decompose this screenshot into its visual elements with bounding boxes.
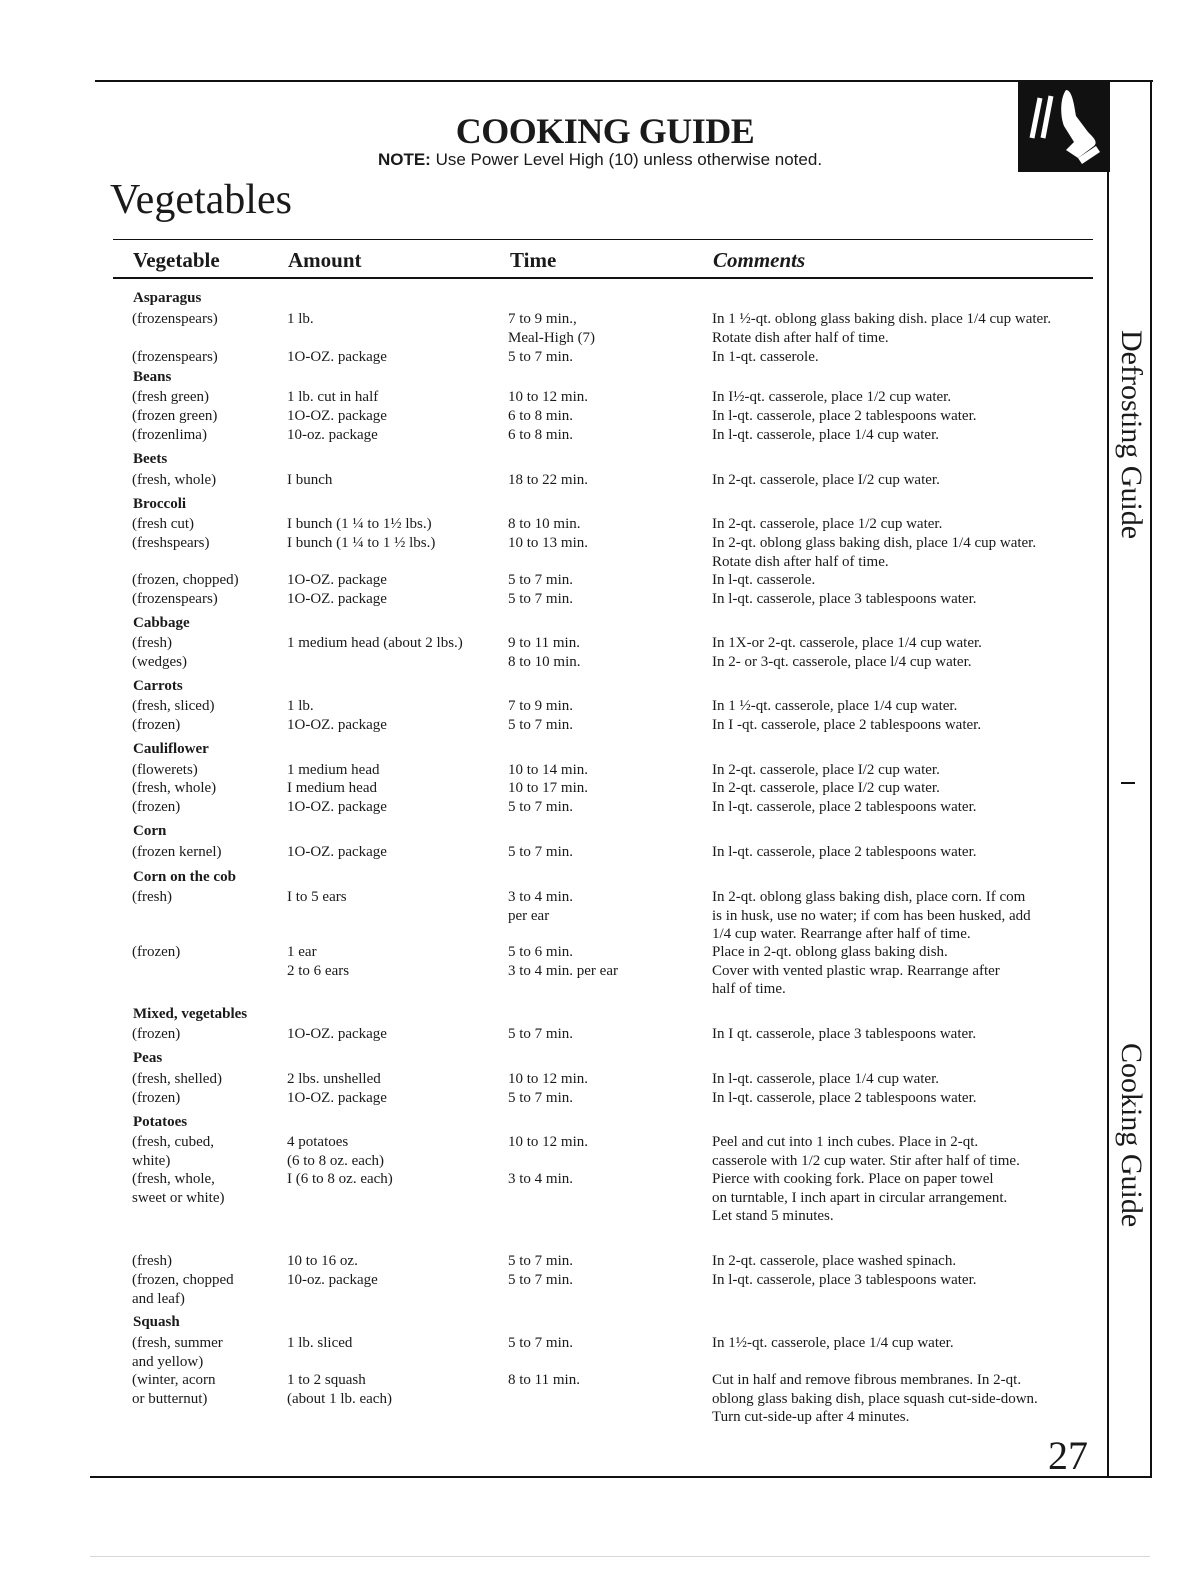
cell-comments: In 2-qt. casserole, place 1/2 cup water. [712,516,943,532]
cell-time: 9 to 11 min. [508,635,580,651]
cell-comments: In I -qt. casserole, place 2 tablespoons water. [712,717,982,733]
cell-vegetable: (frozen kernel) [132,844,222,860]
cell-time: 10 to 12 min. [508,1071,589,1087]
cell-time: 5 to 7 min. [508,591,574,607]
category-heading: Broccoli [133,496,187,512]
cell-amount: I bunch (1 ¼ to 1½ lbs.) [287,516,432,532]
cell-comments: In 1-qt. casserole. [712,349,819,365]
cell-comments: In l-qt. casserole, place 3 tablespoons water. [712,591,977,607]
cell-time: 10 to 17 min. [508,780,589,796]
category-heading: Corn on the cob [133,869,236,885]
tab-defrosting-guide[interactable]: Defrosting Guide [1115,330,1148,540]
cell-vegetable: (fresh, whole) [132,472,217,488]
cell-time: 5 to 7 min. [508,1272,574,1288]
cell-comments: In 2-qt. oblong glass baking dish, place 1/4 cup water. Rotate dish after half of time. [712,535,1037,570]
cell-vegetable: (winter, acorn or butternut) [132,1372,216,1407]
cell-comments: In I qt. casserole, place 3 tablespoons water. [712,1026,977,1042]
cell-amount: 1O-OZ. package [287,844,387,860]
cell-vegetable: (frozen) [132,717,181,733]
cell-time: 7 to 9 min. [508,698,574,714]
cell-vegetable: (frozen green) [132,408,218,424]
microwave-hand-logo-icon [1018,80,1110,172]
tab-separator-dash [1121,782,1135,784]
cell-vegetable: (fresh) [132,1253,172,1269]
cell-comments: In 2-qt. casserole, place I/2 cup water. [712,472,940,488]
cell-time: 10 to 12 min. [508,1134,589,1150]
cell-vegetable: (freshspears) [132,535,210,551]
cell-time: 5 to 7 min. [508,349,574,365]
cell-vegetable: (fresh, cubed, white) [132,1134,215,1169]
cell-time: 8 to 10 min. [508,654,581,670]
cell-vegetable: (frozenlima) [132,427,207,443]
cell-comments: In l-qt. casserole, place 2 tablespoons water. [712,844,977,860]
note-text: Use Power Level High (10) unless otherwise noted. [435,150,823,169]
page-title: COOKING GUIDE [455,111,755,151]
cell-comments: In 1½-qt. casserole, place 1/4 cup water. [712,1335,954,1351]
cell-amount: 10-oz. package [287,427,378,443]
bottom-rule [90,1476,1150,1478]
category-heading: Carrots [133,678,183,694]
cell-time: 5 to 7 min. [508,844,574,860]
cell-amount: I bunch [287,472,333,488]
page-number: 27 [1048,1433,1088,1478]
cell-time: 8 to 10 min. [508,516,581,532]
cell-vegetable: (fresh green) [132,389,210,405]
cell-time: 8 to 11 min. [508,1372,580,1388]
cell-vegetable: (frozenspears) [132,349,218,365]
category-heading: Peas [133,1050,163,1066]
cell-time: 5 to 7 min. [508,572,574,588]
cell-time: 18 to 22 min. [508,472,589,488]
cell-vegetable: (fresh) [132,635,172,651]
cell-comments: In l-qt. casserole, place 2 tablespoons water. [712,1090,977,1106]
cell-amount: 2 lbs. unshelled [287,1071,381,1087]
cell-comments: In l-qt. casserole, place 1/4 cup water. [712,427,939,443]
top-rule [95,80,1153,82]
cell-vegetable: (fresh cut) [132,516,195,532]
cell-amount: I to 5 ears [287,889,347,905]
cell-vegetable: (fresh, summer and yellow) [132,1335,223,1370]
cell-time: 5 to 6 min. 3 to 4 min. per ear [508,944,618,979]
column-header-comments: Comments [713,248,806,272]
cell-amount: 1 medium head (about 2 lbs.) [287,635,463,651]
cell-comments: In l-qt. casserole. [712,572,816,588]
power-level-note [330,150,870,170]
cell-time: 5 to 7 min. [508,717,574,733]
cell-comments: Pierce with cooking fork. Place on paper towel on turntable, I inch apart in circular arrangement. Let stand 5 minutes. [712,1171,1008,1224]
cell-time: 5 to 7 min. [508,1335,574,1351]
cell-time: 3 to 4 min. [508,1171,574,1187]
cell-amount: 1 ear 2 to 6 ears [287,944,350,979]
cell-vegetable: (frozen) [132,944,181,960]
cell-comments: In 1 ½-qt. casserole, place 1/4 cup water. [712,698,958,714]
cell-comments: In 2-qt. oblong glass baking dish, place corn. If com is in husk, use no water; if com has been husked, add 1/4 cup water. Rearrange after half of time. [712,889,1031,942]
cell-comments: In 2-qt. casserole, place washed spinach. [712,1253,957,1269]
cell-amount: 1O-OZ. package [287,717,387,733]
cell-comments: In l-qt. casserole, place 3 tablespoons water. [712,1272,977,1288]
cell-comments: In l-qt. casserole, place 1/4 cup water. [712,1071,939,1087]
cell-time: 6 to 8 min. [508,408,574,424]
section-title: Vegetables [110,177,292,223]
cell-time: 5 to 7 min. [508,1253,574,1269]
cell-amount: I medium head [287,780,377,796]
scan-edge-line [90,1556,1150,1557]
cell-comments: In 1X-or 2-qt. casserole, place 1/4 cup water. [712,635,982,651]
cell-vegetable: (frozen) [132,1026,181,1042]
cell-amount: I bunch (1 ¼ to 1 ½ lbs.) [287,535,436,551]
cell-amount: 1 lb. [287,311,314,327]
cell-amount: 1 to 2 squash (about 1 lb. each) [287,1372,392,1407]
tab-cooking-guide[interactable]: Cooking Guide [1115,1042,1148,1228]
cell-comments: Cut in half and remove fibrous membranes. In 2-qt. oblong glass baking dish, place squash cut-side-down. Turn cut-side-up after 4 minutes. [712,1372,1038,1425]
column-header-vegetable: Vegetable [133,248,220,272]
cell-comments: In I½-qt. casserole, place 1/2 cup water. [712,389,952,405]
cell-vegetable: (frozen) [132,799,181,815]
cell-amount: 1 lb. [287,698,314,714]
category-heading: Beets [133,451,168,467]
table-header-top-rule [113,239,1093,240]
cell-time: 6 to 8 min. [508,427,574,443]
cell-comments: In 1 ½-qt. oblong glass baking dish. place 1/4 cup water. Rotate dish after half of time. [712,311,1052,346]
table-header-bottom-rule [113,277,1093,279]
cell-vegetable: (fresh, whole, sweet or white) [132,1171,225,1206]
cell-time: 7 to 9 min., Meal-High (7) [508,311,596,346]
cell-vegetable: (wedges) [132,654,187,670]
category-heading: Potatoes [133,1114,188,1130]
category-heading: Corn [133,823,167,839]
category-heading: Squash [133,1314,180,1330]
category-heading: Cabbage [133,615,190,631]
cell-amount: 10-oz. package [287,1272,378,1288]
category-heading: Asparagus [133,290,202,306]
cell-time: 10 to 12 min. [508,389,589,405]
cell-amount: 1 lb. cut in half [287,389,379,405]
category-heading: Mixed, vegetables [133,1006,248,1022]
cell-amount: 1O-OZ. package [287,799,387,815]
cell-vegetable: (flowerets) [132,762,198,778]
cell-amount: 1O-OZ. package [287,572,387,588]
cell-amount: 1O-OZ. package [287,1090,387,1106]
cell-time: 10 to 13 min. [508,535,589,551]
cell-time: 5 to 7 min. [508,799,574,815]
tab-divider-line [1107,80,1109,1478]
column-header-amount: Amount [288,248,362,272]
cell-vegetable: (fresh, whole) [132,780,217,796]
page-edge-line [1150,80,1152,1478]
cell-comments: Peel and cut into 1 inch cubes. Place in 2-qt. casserole with 1/2 cup water. Stir after half of time. [712,1134,1020,1169]
cell-amount: 1O-OZ. package [287,1026,387,1042]
cell-amount: 4 potatoes (6 to 8 oz. each) [287,1134,385,1169]
cell-vegetable: (frozenspears) [132,311,218,327]
cell-time: 3 to 4 min. per ear [508,889,574,924]
cell-comments: Place in 2-qt. oblong glass baking dish. Cover with vented plastic wrap. Rearrange after half of time. [712,944,1000,997]
cell-amount: 10 to 16 oz. [287,1253,358,1269]
cell-vegetable: (frozen) [132,1090,181,1106]
cell-vegetable: (frozen, chopped) [132,572,239,588]
cell-amount: 1O-OZ. package [287,408,387,424]
cell-vegetable: (fresh) [132,889,172,905]
category-heading: Beans [133,369,172,385]
cell-vegetable: (frozenspears) [132,591,218,607]
cell-comments: In 2-qt. casserole, place I/2 cup water. [712,780,940,796]
cell-comments: In 2-qt. casserole, place I/2 cup water. [712,762,940,778]
cell-amount: I (6 to 8 oz. each) [287,1171,393,1187]
cell-amount: 1O-OZ. package [287,591,387,607]
cell-comments: In l-qt. casserole, place 2 tablespoons water. [712,408,977,424]
cell-vegetable: (fresh, sliced) [132,698,215,714]
column-header-time: Time [510,248,557,272]
cell-amount: 1 medium head [287,762,380,778]
cell-vegetable: (fresh, shelled) [132,1071,222,1087]
cell-time: 5 to 7 min. [508,1026,574,1042]
cell-amount: 1 lb. sliced [287,1335,353,1351]
cell-time: 10 to 14 min. [508,762,589,778]
cell-comments: In l-qt. casserole, place 2 tablespoons water. [712,799,977,815]
cell-time: 5 to 7 min. [508,1090,574,1106]
note-label: NOTE: [377,150,431,169]
category-heading: Cauliflower [133,741,209,757]
cell-comments: In 2- or 3-qt. casserole, place l/4 cup water. [712,654,972,670]
cell-amount: 1O-OZ. package [287,349,387,365]
cell-vegetable: (frozen, chopped and leaf) [132,1272,234,1307]
